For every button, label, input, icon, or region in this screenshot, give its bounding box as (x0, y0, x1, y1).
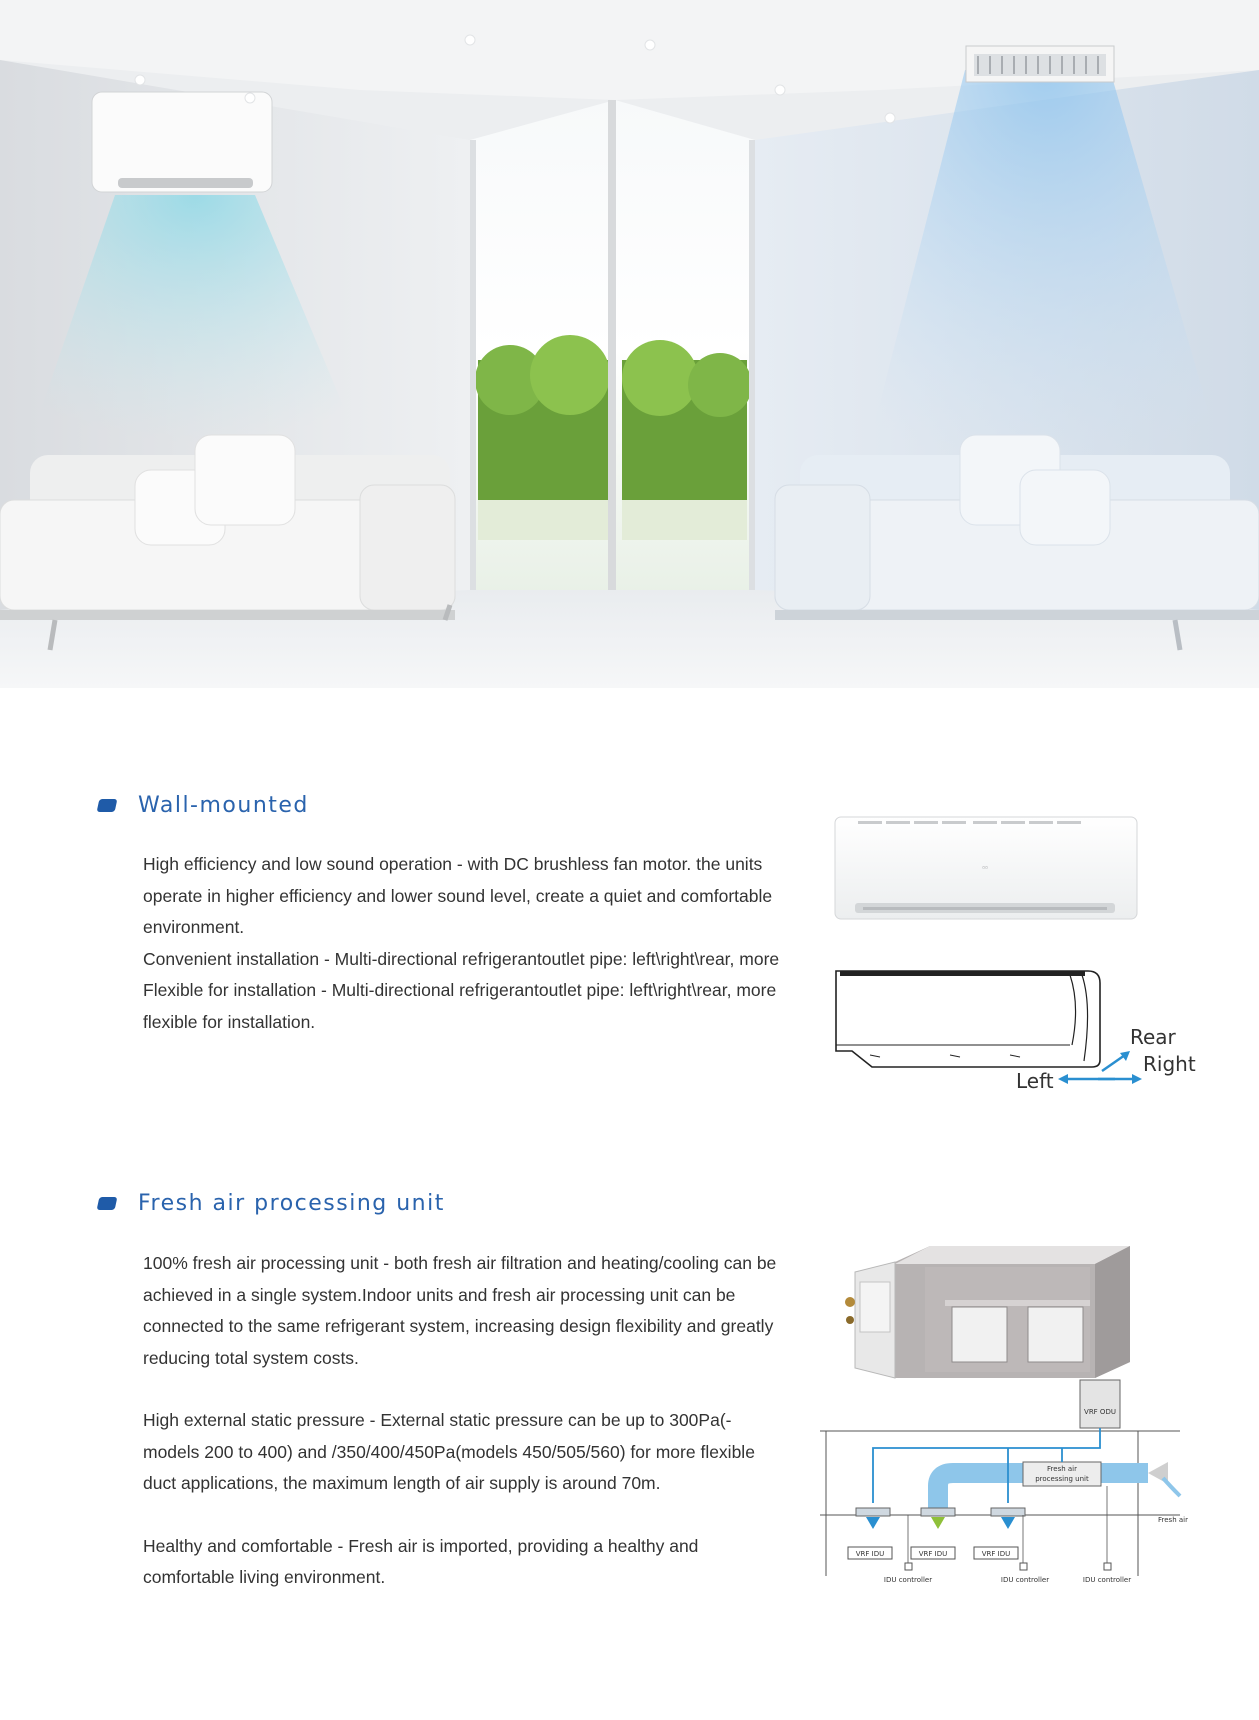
idu-label-1: VRF IDU (855, 1550, 885, 1558)
air-conditioner-icon (833, 815, 1139, 923)
section-title: Wall-mounted (138, 793, 309, 818)
right-label: Right (1143, 1052, 1196, 1076)
svg-text:▫▫: ▫▫ (982, 863, 988, 872)
section-title: Fresh air processing unit (138, 1191, 445, 1216)
paragraph: Convenient installation - Multi-directional refrigerantoutlet pipe: left\right\rear, more (143, 948, 780, 969)
fresh-unit-label-line1: Fresh air (1047, 1465, 1077, 1473)
pipe-direction-diagram (830, 965, 1200, 1095)
odu-label: VRF ODU (1084, 1408, 1116, 1416)
section-body-wall-mounted (143, 849, 783, 1038)
fresh-unit-label-line2: processing unit (1035, 1475, 1089, 1483)
fresh-air-unit-image (840, 1242, 1140, 1382)
idu-label-3: VRF IDU (981, 1550, 1011, 1558)
controller-label-2: IDU controller (1000, 1576, 1050, 1584)
paragraph: High efficiency and low sound operation - with DC brushless fan motor. the units operate in higher efficiency and lower sound level, create a quiet and comfortable environment. (143, 854, 773, 937)
paragraph: High external static pressure - External static pressure can be up to 300Pa(-models 200 to 400) and /350/400/450Pa(models 450/505/560) for more flexible duct applications, the maximum length of air supply is around 70m. (143, 1410, 755, 1493)
living-room-photo-icon (0, 0, 1259, 688)
controller-label-3: IDU controller (1082, 1576, 1132, 1584)
wall-unit-front-image (833, 815, 1139, 923)
section-body-fresh-air (143, 1248, 783, 1594)
bullet-icon (97, 1197, 118, 1210)
left-label: Left (1016, 1069, 1054, 1093)
idu-label-2: VRF IDU (918, 1550, 948, 1558)
paragraph: Flexible for installation - Multi-directional refrigerantoutlet pipe: left\right\rear, more flexible for installation. (143, 980, 777, 1032)
hero-image (0, 0, 1259, 688)
paragraph: Healthy and comfortable - Fresh air is imported, providing a healthy and comfortable living environment. (143, 1535, 699, 1587)
section-heading-wall-mounted (98, 793, 309, 818)
section-heading-fresh-air (98, 1191, 445, 1216)
duct-unit-icon (840, 1242, 1140, 1382)
fresh-air-label: Fresh air (1158, 1516, 1188, 1524)
fresh-air-system-diagram (818, 1378, 1188, 1590)
paragraph: 100% fresh air processing unit - both fresh air filtration and heating/cooling can be achieved in a single system.Indoor units and fresh air processing unit can be connected to the same refrigerant system, increasing design flexibility and greatly reducing total system costs. (143, 1253, 777, 1368)
bullet-icon (97, 799, 118, 812)
controller-label-1: IDU controller (883, 1576, 933, 1584)
rear-label: Rear (1130, 1025, 1176, 1049)
